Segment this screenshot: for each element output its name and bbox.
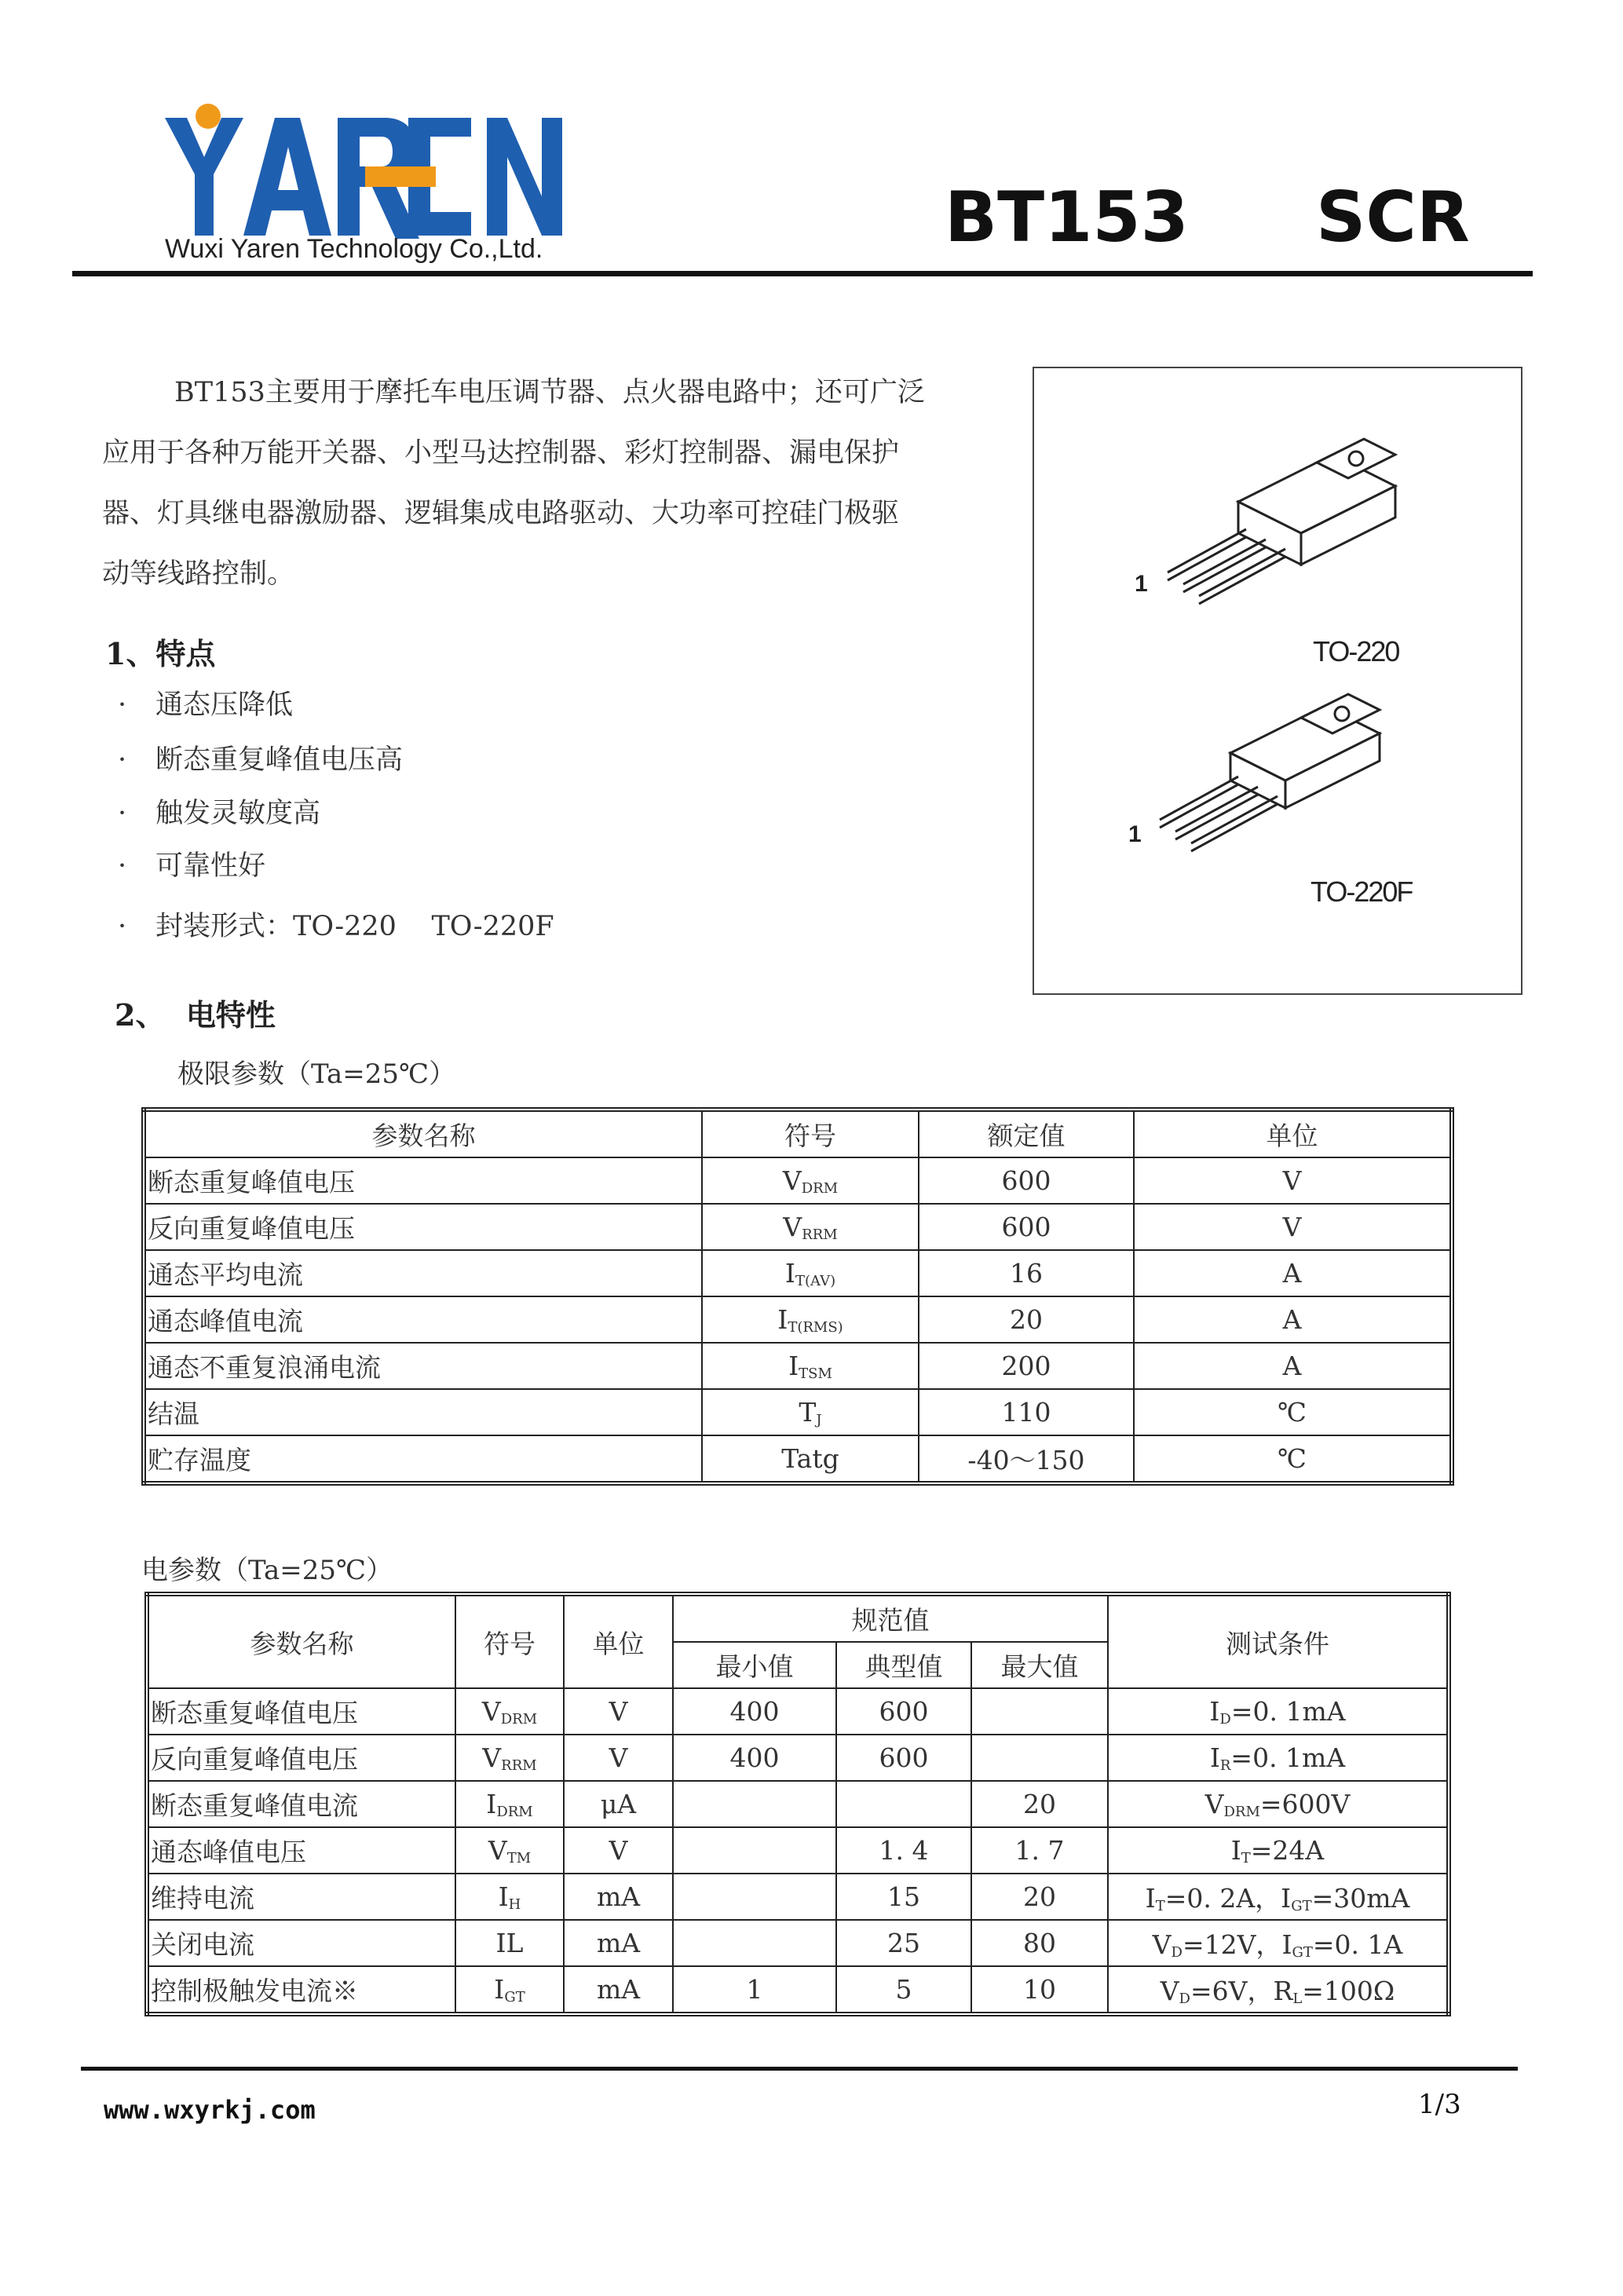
symbol: V <box>482 1742 502 1773</box>
cond-symbol: V <box>1160 1976 1179 2006</box>
unit: A <box>1134 1250 1452 1296</box>
symbol-cell <box>455 1966 564 2014</box>
cond-symbol: I <box>1281 1929 1292 1960</box>
table-row <box>147 1781 1449 1827</box>
cond-subscript: T <box>1241 1849 1251 1866</box>
min-value: 400 <box>673 1688 836 1735</box>
max-value: 10 <box>971 1966 1108 2014</box>
feature-item: · 通态压降低 <box>118 689 294 721</box>
table-row <box>147 1966 1449 2014</box>
col-header: 额定值 <box>919 1110 1134 1157</box>
company-logo <box>157 94 565 267</box>
symbol-subscript: GT <box>504 1988 525 2005</box>
min-value <box>673 1920 836 1966</box>
feature-item: · 触发灵敏度高 <box>118 798 321 829</box>
symbol-subscript: RRM <box>501 1757 537 1774</box>
cond-value: =24A <box>1250 1834 1325 1866</box>
cond-subscript: D <box>1171 1944 1183 1961</box>
symbol-subscript: DRM <box>500 1710 538 1727</box>
intro-line: 动等线路控制。 <box>102 558 295 590</box>
typ-value: 600 <box>836 1735 971 1781</box>
param-name: 关闭电流 <box>147 1920 455 1966</box>
unit-value: V <box>564 1827 673 1874</box>
typ-value: 5 <box>836 1966 971 2014</box>
cond-symbol: I <box>1281 1883 1292 1914</box>
param-name: 通态峰值电流 <box>144 1296 702 1343</box>
symbol: IL <box>495 1928 524 1958</box>
unit-value: mA <box>564 1920 673 1966</box>
symbol-cell <box>702 1250 919 1296</box>
table-row <box>147 1920 1449 1966</box>
features-heading: 1、特点 <box>105 636 216 671</box>
rated-value: 600 <box>919 1157 1134 1204</box>
table-row <box>144 1296 1452 1343</box>
symbol: T <box>799 1396 817 1428</box>
cond-symbol: R <box>1273 1976 1293 2006</box>
param-name: 贮存温度 <box>144 1435 702 1483</box>
cond-symbol: I <box>1145 1883 1156 1914</box>
col-header: 符号 <box>455 1594 564 1688</box>
col-header: 典型值 <box>836 1642 971 1688</box>
param-name: 断态重复峰值电压 <box>144 1157 702 1204</box>
cond-value: =12V， <box>1182 1929 1282 1960</box>
cond-subscript: D <box>1179 1991 1190 2007</box>
website-link[interactable]: www.wxyrkj.com <box>104 2095 316 2125</box>
rated-value: 200 <box>919 1343 1134 1389</box>
typ-value: 600 <box>836 1688 971 1735</box>
max-value: 80 <box>971 1920 1108 1966</box>
col-header: 规范值 <box>673 1594 1108 1642</box>
cond-value: =30mA <box>1311 1883 1410 1914</box>
symbol-cell <box>455 1688 564 1735</box>
param-name: 结温 <box>144 1389 702 1435</box>
header-divider <box>72 271 1533 276</box>
package-label-to220: TO-220 <box>1313 635 1399 667</box>
symbol-cell <box>455 1735 564 1781</box>
cond-symbol: I <box>1209 1695 1220 1727</box>
unit: V <box>1134 1204 1452 1250</box>
table-row <box>147 1688 1449 1735</box>
symbol-subscript: RRM <box>802 1226 838 1243</box>
cond-subscript: L <box>1292 1991 1303 2007</box>
symbol: V <box>488 1834 507 1866</box>
symbol: I <box>788 1350 799 1381</box>
intro-line: 器、灯具继电器激励器、逻辑集成电路驱动、大功率可控硅门极驱 <box>102 498 900 529</box>
symbol-subscript: H <box>508 1896 521 1913</box>
param-name: 控制极触发电流※ <box>147 1966 455 2014</box>
typ-value: 1. 4 <box>836 1827 971 1874</box>
rated-value: 20 <box>919 1296 1134 1343</box>
symbol-cell <box>702 1389 919 1435</box>
param-name: 断态重复峰值电流 <box>147 1781 455 1827</box>
max-value: 20 <box>971 1874 1108 1920</box>
symbol-subscript: DRM <box>496 1803 533 1820</box>
param-name: 反向重复峰值电压 <box>147 1735 455 1781</box>
table-row <box>144 1157 1452 1204</box>
table-header-row <box>144 1110 1452 1157</box>
electrical-heading: 2、 电特性 <box>115 997 276 1033</box>
table-header-row <box>147 1594 1449 1642</box>
unit: ℃ <box>1134 1389 1452 1435</box>
table-row <box>144 1389 1452 1435</box>
symbol: I <box>486 1788 497 1819</box>
col-header: 单位 <box>564 1594 673 1688</box>
param-name: 通态平均电流 <box>144 1250 702 1296</box>
limits-title: 极限参数（Ta=25℃） <box>177 1058 456 1090</box>
page-number: 1/3 <box>1418 2089 1461 2120</box>
param-name: 断态重复峰值电压 <box>147 1688 455 1735</box>
cond-subscript: D <box>1219 1710 1231 1727</box>
typ-value: 15 <box>836 1874 971 1920</box>
params-title: 电参数（Ta=25℃） <box>141 1555 393 1586</box>
cond-subscript: R <box>1219 1757 1231 1774</box>
symbol-cell <box>455 1781 564 1827</box>
symbol-cell <box>702 1296 919 1343</box>
cond-symbol: V <box>1152 1929 1172 1960</box>
symbol-subscript: J <box>816 1411 822 1428</box>
cond-subscript: T <box>1155 1898 1165 1914</box>
symbol-cell <box>702 1435 919 1483</box>
table-row <box>144 1343 1452 1389</box>
typ-value <box>836 1781 971 1827</box>
cond-subscript: GT <box>1291 1898 1312 1914</box>
col-header: 参数名称 <box>144 1110 702 1157</box>
unit: A <box>1134 1343 1452 1389</box>
intro-line: 应用于各种万能开关器、小型马达控制器、彩灯控制器、漏电保护 <box>102 437 900 469</box>
unit: A <box>1134 1296 1452 1343</box>
company-name: Wuxi Yaren Technology Co.,Ltd. <box>165 234 543 264</box>
electrical-parameters-table <box>144 1592 1451 2016</box>
cond-symbol: I <box>1230 1834 1241 1866</box>
cond-value: =0. 2A， <box>1164 1883 1281 1914</box>
unit-value: mA <box>564 1966 673 2014</box>
to220-package-drawing <box>1034 368 1521 993</box>
cond-value: =0. 1A <box>1312 1929 1403 1960</box>
cond-value: =600V <box>1259 1788 1351 1819</box>
package-illustration <box>1033 367 1522 995</box>
param-name: 通态不重复浪涌电流 <box>144 1343 702 1389</box>
cond-subscript: DRM <box>1223 1803 1260 1820</box>
cond-value: =0. 1mA <box>1230 1695 1346 1727</box>
min-value <box>673 1781 836 1827</box>
rated-value: -40～150 <box>919 1435 1134 1483</box>
symbol: I <box>494 1973 505 2005</box>
feature-item: · 断态重复峰值电压高 <box>118 744 404 776</box>
col-header: 单位 <box>1134 1110 1452 1157</box>
min-value: 400 <box>673 1735 836 1781</box>
cond-value: =0. 1mA <box>1230 1742 1346 1773</box>
symbol: I <box>777 1303 788 1335</box>
symbol-subscript: TSM <box>799 1365 832 1382</box>
table-row <box>147 1735 1449 1781</box>
unit: ℃ <box>1134 1435 1452 1483</box>
col-header: 最大值 <box>971 1642 1108 1688</box>
symbol-subscript: DRM <box>801 1179 839 1197</box>
col-header: 测试条件 <box>1108 1594 1449 1688</box>
unit-value: mA <box>564 1874 673 1920</box>
cond-symbol: I <box>1209 1742 1220 1773</box>
test-condition <box>1108 1966 1449 2014</box>
cond-value: =100Ω <box>1302 1976 1395 2006</box>
symbol: V <box>481 1695 501 1727</box>
unit: V <box>1134 1157 1452 1204</box>
min-value <box>673 1874 836 1920</box>
rated-value: 600 <box>919 1204 1134 1250</box>
col-header: 参数名称 <box>147 1594 455 1688</box>
param-name: 通态峰值电压 <box>147 1827 455 1874</box>
pin1-label: 1 <box>1128 821 1142 847</box>
symbol-subscript: T(AV) <box>795 1272 836 1289</box>
unit-value: V <box>564 1688 673 1735</box>
rated-value: 16 <box>919 1250 1134 1296</box>
footer-divider <box>81 2067 1518 2071</box>
symbol: V <box>782 1164 802 1196</box>
unit-value: V <box>564 1735 673 1781</box>
max-value: 1. 7 <box>971 1827 1108 1874</box>
param-name: 反向重复峰值电压 <box>144 1204 702 1250</box>
symbol-cell <box>702 1157 919 1204</box>
symbol-cell <box>455 1874 564 1920</box>
cond-value: =6V， <box>1190 1976 1274 2006</box>
test-condition <box>1108 1688 1449 1735</box>
symbol: V <box>783 1211 802 1242</box>
test-condition <box>1108 1827 1449 1874</box>
col-header: 最小值 <box>673 1642 836 1688</box>
table-row <box>147 1827 1449 1874</box>
absolute-max-ratings-table <box>141 1107 1454 1486</box>
max-value <box>971 1735 1108 1781</box>
test-condition <box>1108 1781 1449 1827</box>
device-type: SCR <box>1316 177 1470 258</box>
part-number: BT153 <box>945 177 1189 258</box>
min-value: 1 <box>673 1966 836 2014</box>
max-value <box>971 1688 1108 1735</box>
symbol-subscript: TM <box>506 1849 532 1866</box>
symbol-cell <box>702 1343 919 1389</box>
table-row <box>144 1204 1452 1250</box>
test-condition <box>1108 1920 1449 1966</box>
rated-value: 110 <box>919 1389 1134 1435</box>
symbol-cell <box>702 1204 919 1250</box>
feature-item: · 可靠性好 <box>118 850 266 882</box>
symbol-subscript: T(RMS) <box>788 1318 843 1336</box>
intro-line: BT153主要用于摩托车电压调节器、点火器电路中；还可广泛 <box>174 377 925 408</box>
typ-value: 25 <box>836 1920 971 1966</box>
min-value <box>673 1827 836 1874</box>
table-row <box>144 1250 1452 1296</box>
feature-item: · 封装形式：TO-220 TO-220F <box>118 911 554 942</box>
table-row <box>144 1435 1452 1483</box>
test-condition <box>1108 1735 1449 1781</box>
param-name: 维持电流 <box>147 1874 455 1920</box>
symbol: Tatg <box>781 1443 839 1474</box>
symbol-cell <box>455 1920 564 1966</box>
unit-value: μA <box>564 1781 673 1827</box>
table-row <box>147 1874 1449 1920</box>
symbol: I <box>498 1881 509 1912</box>
col-header: 符号 <box>702 1110 919 1157</box>
cond-symbol: V <box>1204 1788 1224 1819</box>
intro-paragraph <box>102 363 1021 605</box>
max-value: 20 <box>971 1781 1108 1827</box>
pin1-label: 1 <box>1135 571 1148 597</box>
package-label-to220f: TO-220F <box>1310 876 1413 908</box>
test-condition <box>1108 1874 1449 1920</box>
symbol: I <box>784 1257 795 1289</box>
cond-subscript: GT <box>1292 1944 1313 1961</box>
symbol-cell <box>455 1827 564 1874</box>
